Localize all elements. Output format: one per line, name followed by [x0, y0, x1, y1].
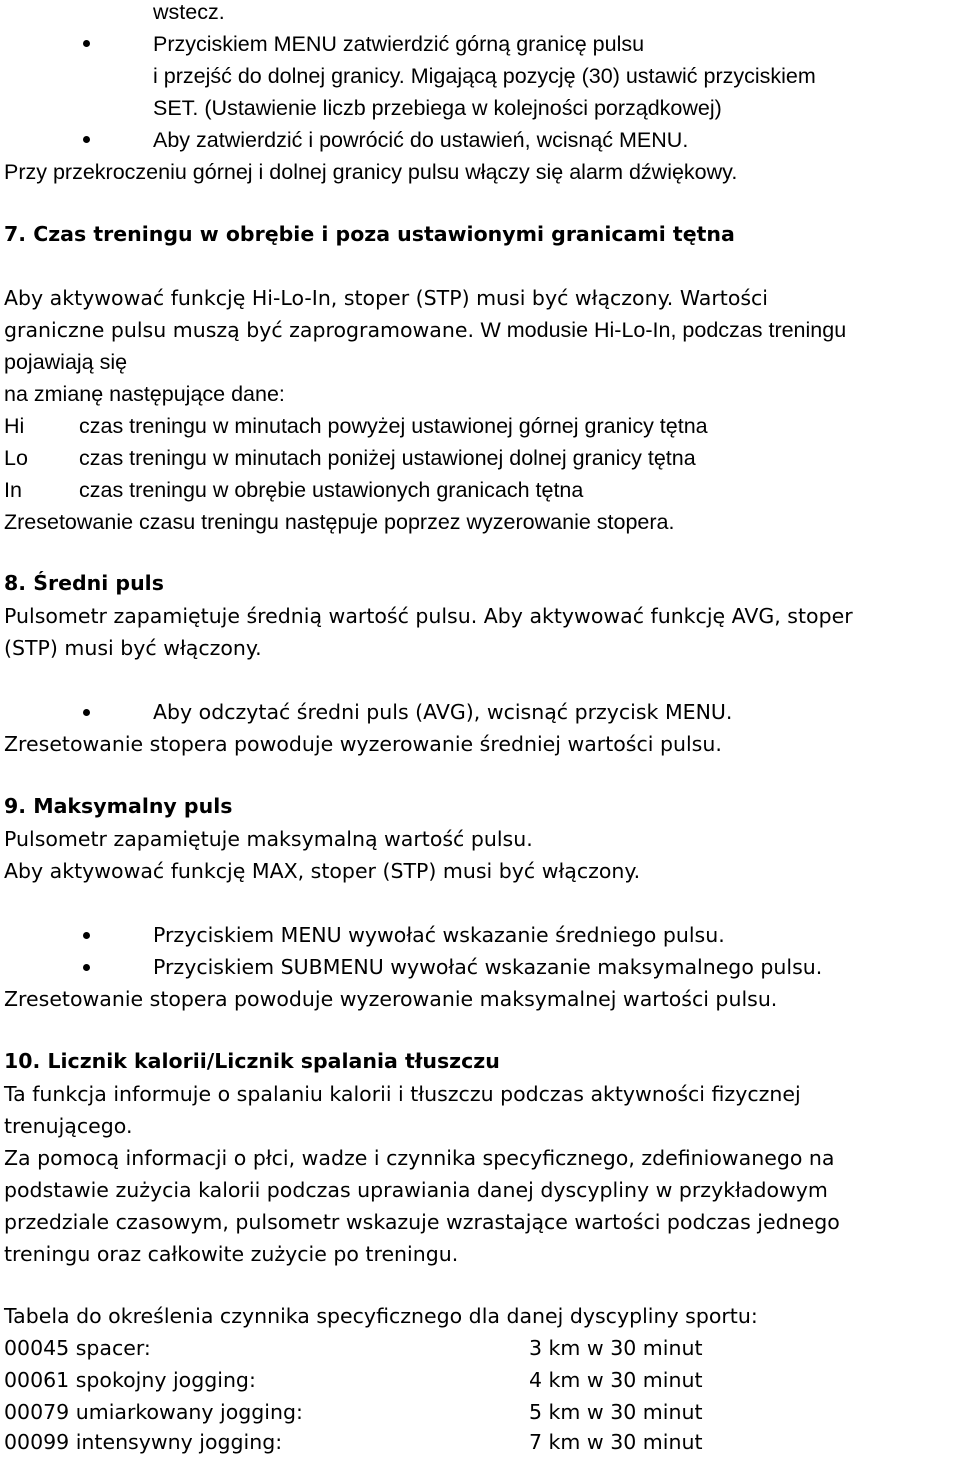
paragraph-line: Pulsometr zapamiętuje średnią wartość pulsu. Aby aktywować funkcję AVG, stoper: [4, 604, 853, 628]
hilo-code: Hi: [4, 414, 25, 438]
bullet-text: Przyciskiem MENU wywołać wskazanie średniego pulsu.: [153, 923, 725, 947]
hilo-row: [4, 474, 904, 506]
section-heading: 8. Średni puls: [4, 571, 164, 595]
paragraph-line: treningu oraz całkowite zużycie po treningu.: [4, 1242, 459, 1266]
table-row: [0, 1426, 960, 1458]
paragraph-line: pojawiają się: [4, 350, 128, 374]
table-row: [0, 1396, 960, 1428]
bullet-text: Przyciskiem SUBMENU wywołać wskazanie maksymalnego pulsu.: [153, 955, 823, 979]
paragraph-line: Aby aktywować funkcję MAX, stoper (STP) musi być włączony.: [4, 859, 641, 883]
paragraph-line: Za pomocą informacji o płci, wadze i czynnika specyficznego, zdefiniowanego na: [4, 1146, 835, 1170]
section-heading: 9. Maksymalny puls: [4, 794, 233, 818]
hilo-desc: czas treningu w obrębie ustawionych granicach tętna: [79, 478, 584, 502]
table-cell-activity: 00061 spokojny jogging:: [4, 1368, 256, 1392]
hilo-desc: czas treningu w minutach poniżej ustawionej dolnej granicy tętna: [79, 446, 696, 470]
table-cell-value: 3 km w 30 minut: [529, 1336, 703, 1360]
paragraph-line: (STP) musi być włączony.: [4, 636, 262, 660]
bullet-icon: [83, 932, 90, 939]
section-heading: 10. Licznik kalorii/Licznik spalania tłuszczu: [4, 1049, 500, 1073]
table-cell-activity: 00099 intensywny jogging:: [4, 1430, 283, 1454]
table-row: [0, 1332, 960, 1364]
table-row: [0, 1364, 960, 1396]
paragraph-line: podstawie zużycia kalorii podczas uprawiania danej dyscypliny w przykładowym: [4, 1178, 828, 1202]
section-heading: 7. Czas treningu w obrębie i poza ustawionymi granicami tętna: [4, 222, 735, 246]
paragraph-line: Zresetowanie stopera powoduje wyzerowanie maksymalnej wartości pulsu.: [4, 987, 778, 1011]
intro-line: wstecz.: [153, 0, 225, 24]
hilo-code: In: [4, 478, 22, 502]
table-cell-activity: 00079 umiarkowany jogging:: [4, 1400, 303, 1424]
bullet-icon: [83, 40, 90, 47]
paragraph-segment: W modusie Hi-Lo-In, podczas treningu: [480, 318, 847, 342]
paragraph-line: Zresetowanie stopera powoduje wyzerowanie średniej wartości pulsu.: [4, 732, 722, 756]
bullet-icon: [83, 964, 90, 971]
hilo-code: Lo: [4, 446, 28, 470]
paragraph-segment: graniczne pulsu muszą być zaprogramowane.: [4, 318, 474, 342]
paragraph-line: [4, 314, 846, 346]
intro-line: Przyciskiem MENU zatwierdzić górną granicę pulsu: [153, 32, 645, 56]
paragraph-line: Aby aktywować funkcję Hi-Lo-In, stoper (STP) musi być włączony. Wartości: [4, 286, 769, 310]
table-cell-activity: 00045 spacer:: [4, 1336, 151, 1360]
table-cell-value: 7 km w 30 minut: [529, 1430, 703, 1454]
paragraph-line: Ta funkcja informuje o spalaniu kalorii i tłuszczu podczas aktywności fizycznej: [4, 1082, 801, 1106]
paragraph-line: trenującego.: [4, 1114, 133, 1138]
bullet-text: Aby odczytać średni puls (AVG), wcisnąć przycisk MENU.: [153, 700, 733, 724]
bullet-icon: [83, 136, 90, 143]
intro-line: Aby zatwierdzić i powrócić do ustawień, wcisnąć MENU.: [153, 128, 689, 152]
paragraph-line: na zmianę następujące dane:: [4, 382, 285, 406]
table-cell-value: 5 km w 30 minut: [529, 1400, 703, 1424]
intro-line: Przy przekroczeniu górnej i dolnej granicy pulsu włączy się alarm dźwiękowy.: [4, 160, 738, 184]
paragraph-line: Zresetowanie czasu treningu następuje poprzez wyzerowanie stopera.: [4, 510, 675, 534]
hilo-row: [4, 442, 904, 474]
hilo-desc: czas treningu w minutach powyżej ustawionej górnej granicy tętna: [79, 414, 708, 438]
table-title: Tabela do określenia czynnika specyficznego dla danej dyscypliny sportu:: [4, 1304, 758, 1328]
table-cell-value: 4 km w 30 minut: [529, 1368, 703, 1392]
bullet-icon: [83, 709, 90, 716]
intro-line: SET. (Ustawienie liczb przebiega w kolejności porządkowej): [153, 96, 722, 120]
paragraph-line: Pulsometr zapamiętuje maksymalną wartość pulsu.: [4, 827, 533, 851]
paragraph-line: przedziale czasowym, pulsometr wskazuje wzrastające wartości podczas jednego: [4, 1210, 840, 1234]
intro-line: i przejść do dolnej granicy. Migającą pozycję (30) ustawić przyciskiem: [153, 64, 816, 88]
hilo-row: [4, 410, 904, 442]
